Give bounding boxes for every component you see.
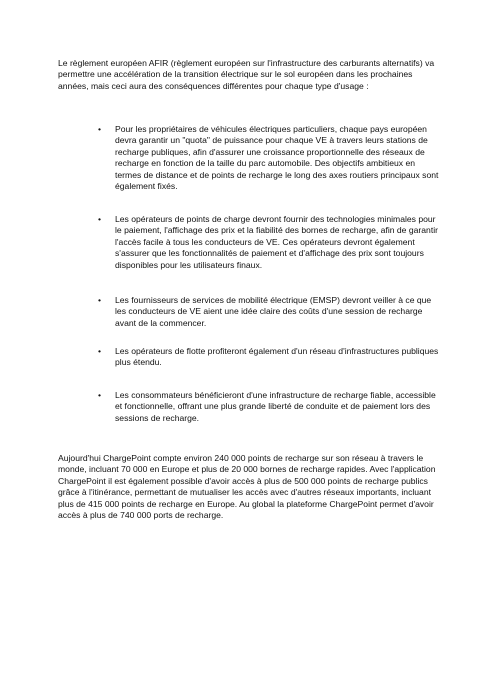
bullet-marker: • bbox=[98, 346, 102, 356]
bullet-text: Les opérateurs de flotte profiteront également d'un réseau d'infrastructures publiques plus étendu. bbox=[115, 346, 439, 368]
bullet-text: Pour les propriétaires de véhicules électriques particuliers, chaque pays européen devra garantir un "quota" de puissance pour chaque VE à travers leurs stations de recharge publiques, afin d'assurer une croissance proportionnelle des réseaux de recharge en fonction de la taille du parc automobile. Des objectifs ambitieux en termes de distance et de points de recharge le long des axes routiers principaux sont également fixés. bbox=[115, 124, 439, 192]
closing-paragraph: Aujourd'hui ChargePoint compte environ 240 000 points de recharge sur son réseau à travers le monde, incluant 70 000 en Europe et plus de 20 000 bornes de recharge rapides. Avec l'application ChargePoint il est également possible d'avoir accès à plus de 500 000 points de recharge publics grâce à l'itinérance, permettant de mutualiser les accès avec d'autres réseaux importants, incluant plus de 415 000 points de recharge en Europe. Au global la plateforme ChargePoint permet d'avoir accès à plus de 740 000 ports de recharge. bbox=[58, 453, 436, 521]
bullet-text: Les opérateurs de points de charge devront fournir des technologies minimales pour le paiement, l'affichage des prix et la fiabilité des bornes de recharge, afin de garantir l'accès facile à tous les conducteurs de VE. Ces opérateurs devront également s'assurer que les fonctionnalités de paiement et d'affichage des prix sont toujours disponibles pour les utilisateurs finaux. bbox=[115, 214, 438, 270]
bullet-text: Les fournisseurs de services de mobilité électrique (EMSP) devront veiller à ce que les conducteurs de VE aient une idée claire des coûts d'une session de recharge avant de la commencer. bbox=[115, 295, 432, 328]
bullet-marker: • bbox=[98, 124, 102, 134]
bullet-marker: • bbox=[98, 390, 102, 400]
intro-paragraph: Le règlement européen AFIR (règlement européen sur l'infrastructure des carburants alternatifs) va permettre une accélération de la transition électrique sur le sol européen dans les prochaines années, mais ceci aura des conséquences différentes pour chaque type d'usage : bbox=[58, 58, 435, 91]
bullet-marker: • bbox=[98, 295, 102, 305]
bullet-marker: • bbox=[98, 214, 102, 224]
bullet-text: Les consommateurs bénéficieront d'une infrastructure de recharge fiable, accessible et fonctionnelle, offrant une plus grande liberté de conduite et de paiement lors des sessions de recharge. bbox=[115, 390, 436, 423]
